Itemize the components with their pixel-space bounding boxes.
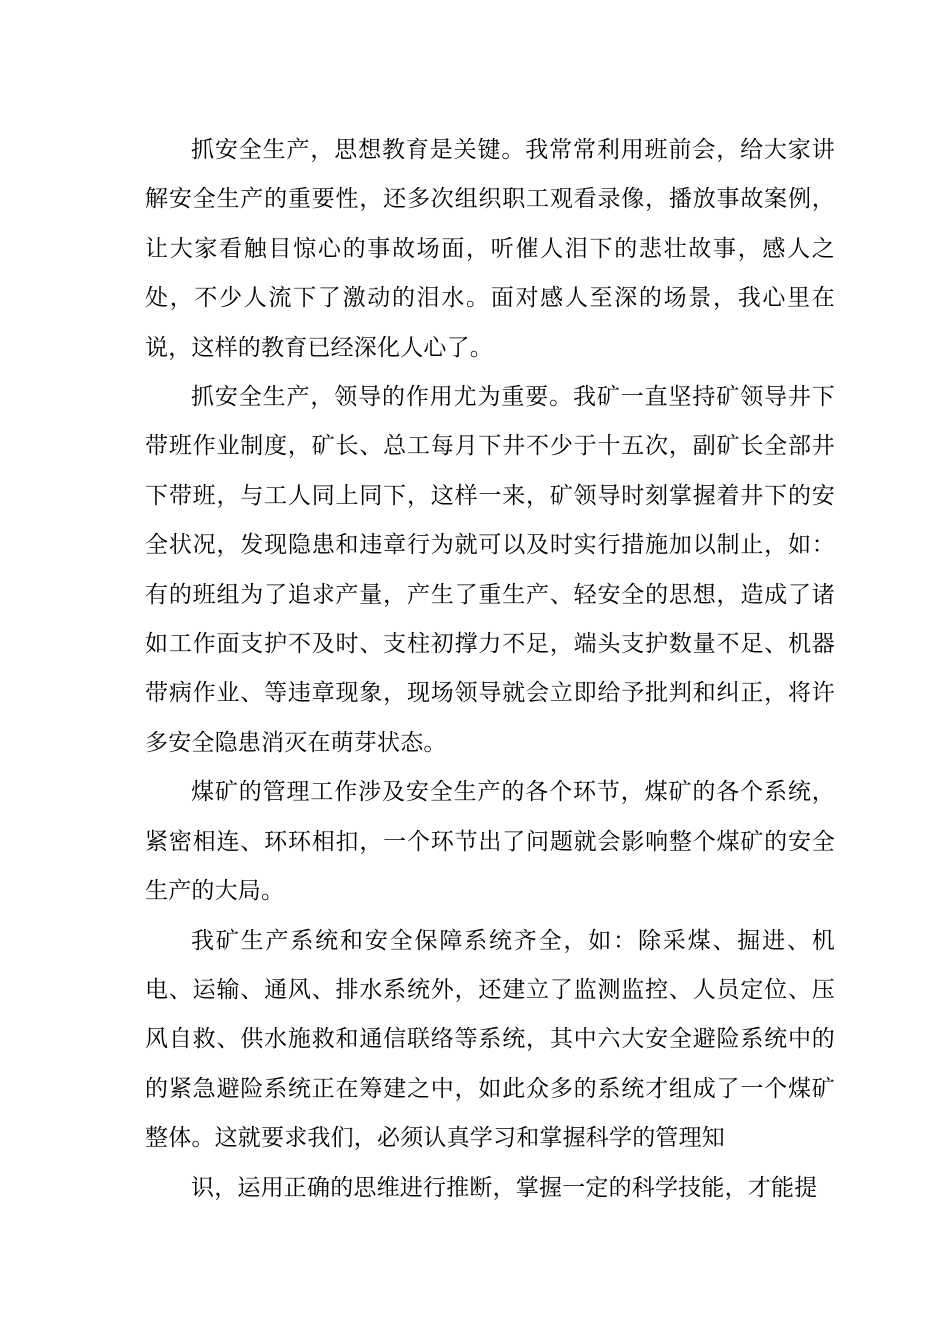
document-body <box>145 126 835 1213</box>
paragraph-4: 我矿生产系统和安全保障系统齐全，如：除采煤、掘进、机电、运输、通风、排水系统外，还建立了监测监控、人员定位、压风自救、供水施救和通信联络等系统，其中六大安全避险系统中的的紧急避险系统正在筹建之中，如此众多的系统才组成了一个煤矿整体。这就要求我们，必须认真学习和掌握科学的管理知 <box>145 927 835 1152</box>
paragraph-2: 抓安全生产，领导的作用尤为重要。我矿一直坚持矿领导井下带班作业制度，矿长、总工每月下井不少于十五次，副矿长全部井下带班，与工人同上同下，这样一来，矿领导时刻掌握着井下的安全状况，发现隐患和违章行为就可以及时实行措施加以制止，如：有的班组为了追求产量，产生了重生产、轻安全的思想，造成了诸如工作面支护不及时、支柱初撑力不足，端头支护数量不足、机器带病作业、等违章现象，现场领导就会立即给予批判和纠正，将许多安全隐患消灭在萌芽状态。 <box>145 384 835 756</box>
paragraph-3: 煤矿的管理工作涉及安全生产的各个环节，煤矿的各个系统，紧密相连、环环相扣，一个环节出了问题就会影响整个煤矿的安全生产的大局。 <box>145 779 835 905</box>
paragraph-5: 识，运用正确的思维进行推断，掌握一定的科学技能，才能提 <box>191 1174 818 1201</box>
paragraph-1: 抓安全生产，思想教育是关键。我常常利用班前会，给大家讲解安全生产的重要性，还多次组织职工观看录像，播放事故案例，让大家看触目惊心的事故场面，听催人泪下的悲壮故事，感人之处，不少人流下了激动的泪水。面对感人至深的场景，我心里在说，这样的教育已经深化人心了。 <box>145 137 835 361</box>
